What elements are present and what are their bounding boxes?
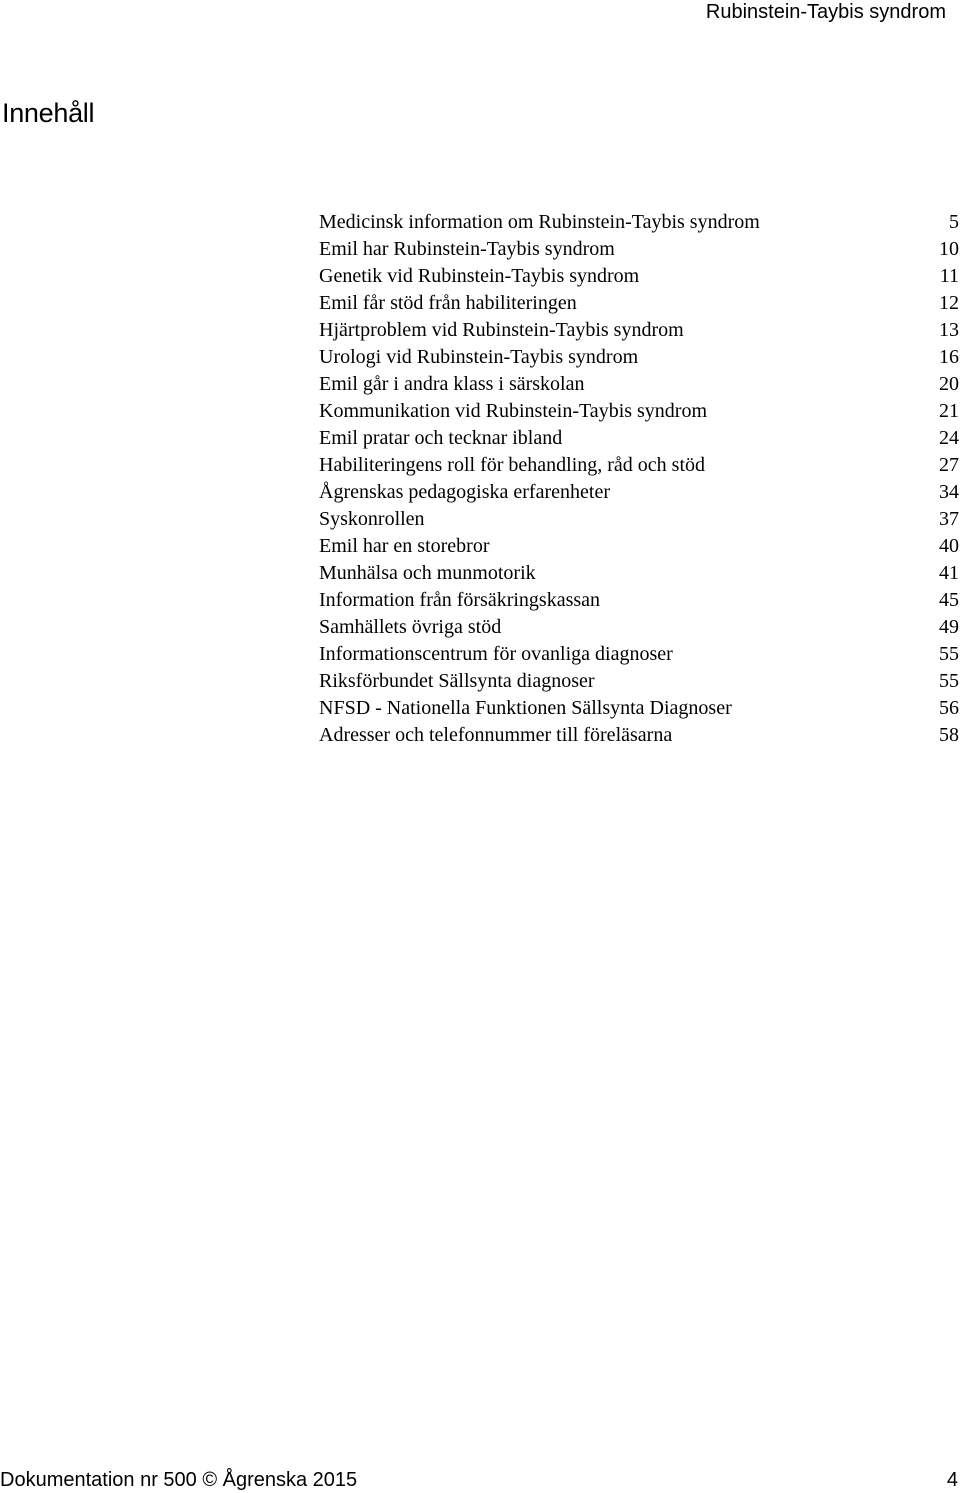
toc-entry-title: Emil går i andra klass i särskolan: [319, 373, 585, 395]
toc-entry: [319, 290, 959, 317]
toc-entry-title: Adresser och telefonnummer till föreläsarna: [319, 724, 673, 746]
toc-entry-page: 20: [939, 373, 959, 395]
toc-entry: [319, 452, 959, 479]
toc-entry-page: 40: [939, 535, 959, 557]
toc-entry: [319, 425, 959, 452]
toc-entry-title: NFSD - Nationella Funktionen Sällsynta Diagnoser: [319, 697, 732, 719]
toc-entry-title: Informationscentrum för ovanliga diagnoser: [319, 643, 673, 665]
toc-entry: [319, 560, 959, 587]
footer-page-number: 4: [946, 1469, 958, 1491]
toc-entry-title: Genetik vid Rubinstein-Taybis syndrom: [319, 265, 640, 287]
toc-entry-page: 45: [939, 589, 959, 611]
toc-entry-page: 13: [939, 319, 959, 341]
toc-entry-page: 55: [939, 643, 959, 665]
toc-entry-page: 34: [939, 481, 959, 503]
toc-entry: [319, 695, 959, 722]
toc-entry: [319, 722, 959, 749]
page-title: Innehåll: [2, 98, 95, 128]
toc-entry-title: Emil får stöd från habiliteringen: [319, 292, 577, 314]
toc-entry-page: 24: [939, 427, 959, 449]
toc-entry-title: Habiliteringens roll för behandling, råd och stöd: [319, 454, 706, 476]
page-footer: [0, 1467, 960, 1493]
toc-entry-page: 12: [939, 292, 959, 314]
toc-entry-title: Hjärtproblem vid Rubinstein-Taybis syndrom: [319, 319, 684, 341]
toc-entry: [319, 344, 959, 371]
toc-entry-title: Syskonrollen: [319, 508, 425, 530]
toc-entry-title: Ågrenskas pedagogiska erfarenheter: [319, 481, 610, 503]
toc-entry-title: Emil har en storebror: [319, 535, 490, 557]
toc-entry-title: Medicinsk information om Rubinstein-Taybis syndrom: [319, 211, 760, 233]
toc-entry-page: 55: [939, 670, 959, 692]
toc-entry-page: 21: [939, 400, 959, 422]
toc-entry-title: Samhällets övriga stöd: [319, 616, 502, 638]
toc-entry: [319, 263, 959, 290]
toc-entry-page: 5: [949, 211, 959, 233]
running-header: Rubinstein-Taybis syndrom: [705, 1, 946, 23]
toc-entry-title: Emil pratar och tecknar ibland: [319, 427, 563, 449]
toc-entry-page: 27: [939, 454, 959, 476]
table-of-contents: [319, 209, 959, 749]
toc-entry: [319, 209, 959, 236]
toc-entry: [319, 506, 959, 533]
toc-entry: [319, 371, 959, 398]
toc-entry-title: Urologi vid Rubinstein-Taybis syndrom: [319, 346, 639, 368]
toc-entry-page: 11: [939, 265, 959, 287]
toc-entry-page: 41: [939, 562, 959, 584]
toc-entry: [319, 668, 959, 695]
toc-entry-page: 58: [939, 724, 959, 746]
toc-entry-page: 16: [939, 346, 959, 368]
toc-entry: [319, 641, 959, 668]
toc-entry-title: Kommunikation vid Rubinstein-Taybis syndrom: [319, 400, 708, 422]
toc-entry-page: 49: [939, 616, 959, 638]
toc-entry: [319, 398, 959, 425]
toc-entry-title: Munhälsa och munmotorik: [319, 562, 536, 584]
toc-entry-title: Riksförbundet Sällsynta diagnoser: [319, 670, 595, 692]
toc-entry-page: 37: [939, 508, 959, 530]
toc-entry: [319, 587, 959, 614]
toc-entry: [319, 533, 959, 560]
footer-text: Dokumentation nr 500 © Ågrenska 2015: [0, 1469, 358, 1491]
toc-entry-title: Information från försäkringskassan: [319, 589, 601, 611]
toc-entry-page: 10: [939, 238, 959, 260]
toc-entry-title: Emil har Rubinstein-Taybis syndrom: [319, 238, 615, 260]
toc-entry: [319, 479, 959, 506]
toc-entry-page: 56: [939, 697, 959, 719]
toc-entry: [319, 614, 959, 641]
toc-entry: [319, 317, 959, 344]
toc-entry: [319, 236, 959, 263]
